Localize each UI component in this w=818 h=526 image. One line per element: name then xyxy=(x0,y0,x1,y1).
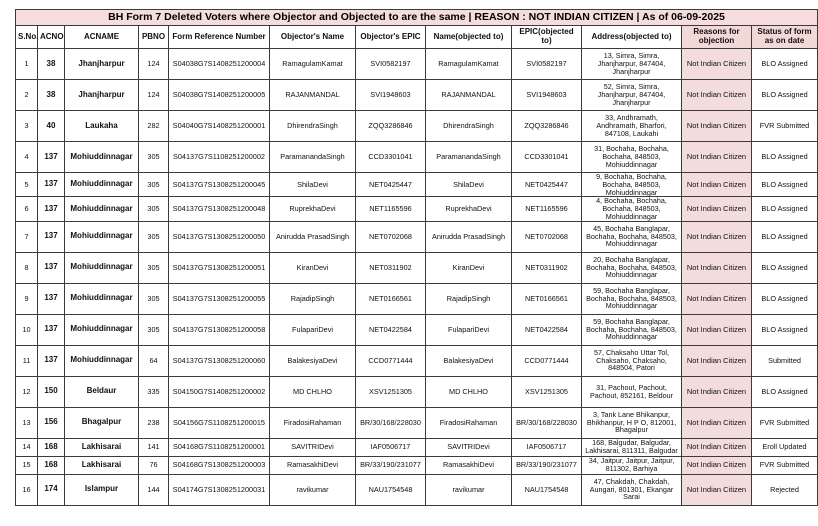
cell-form-ref: S04137G7S1308251200055 xyxy=(169,283,270,314)
table-row xyxy=(16,283,818,314)
cell-acname: Mohiuddinnagar xyxy=(65,283,139,314)
cell-acno: 137 xyxy=(38,197,65,221)
table-row xyxy=(16,314,818,345)
cell-objector-name: FiradosiRahaman xyxy=(270,407,356,438)
cell-pbno: 305 xyxy=(139,197,169,221)
table-row xyxy=(16,252,818,283)
cell-pbno: 305 xyxy=(139,142,169,173)
table-row xyxy=(16,197,818,221)
cell-sno: 9 xyxy=(16,283,38,314)
cell-sno: 5 xyxy=(16,173,38,197)
cell-sno: 15 xyxy=(16,456,38,474)
cell-objector-epic: SVI0582197 xyxy=(356,49,426,80)
cell-reason: Not Indian Citizen xyxy=(682,173,752,197)
cell-status: BLO Assigned xyxy=(752,142,818,173)
cell-name-objected: FulapariDevi xyxy=(426,314,512,345)
cell-pbno: 64 xyxy=(139,345,169,376)
cell-name-objected: ravikumar xyxy=(426,474,512,505)
table-row xyxy=(16,474,818,505)
cell-acno: 40 xyxy=(38,111,65,142)
cell-pbno: 305 xyxy=(139,173,169,197)
cell-acname: Islampur xyxy=(65,474,139,505)
cell-acno: 38 xyxy=(38,49,65,80)
cell-status: BLO Assigned xyxy=(752,173,818,197)
cell-objector-name: FulapariDevi xyxy=(270,314,356,345)
cell-sno: 2 xyxy=(16,80,38,111)
cell-acname: Jhanjharpur xyxy=(65,80,139,111)
cell-epic-objected: BR/30/168/228030 xyxy=(512,407,582,438)
cell-epic-objected: NET0422584 xyxy=(512,314,582,345)
table-row xyxy=(16,407,818,438)
cell-objector-name: KiranDevi xyxy=(270,252,356,283)
cell-status: FVR Submitted xyxy=(752,407,818,438)
header-name-objected: Name(objected to) xyxy=(426,26,512,49)
cell-address: 13, Simra, Simra, Jhanjharpur, 847404, Jhanjharpur xyxy=(582,49,682,80)
cell-name-objected: BalakesiyaDevi xyxy=(426,345,512,376)
table-row xyxy=(16,80,818,111)
cell-pbno: 76 xyxy=(139,456,169,474)
cell-sno: 6 xyxy=(16,197,38,221)
table-row xyxy=(16,49,818,80)
header-row xyxy=(16,26,818,49)
table-row xyxy=(16,345,818,376)
cell-acname: Lakhisarai xyxy=(65,438,139,456)
cell-status: FVR Submitted xyxy=(752,111,818,142)
header-acname: ACNAME xyxy=(65,26,139,49)
cell-form-ref: S04137G7S1308251200045 xyxy=(169,173,270,197)
cell-reason: Not Indian Citizen xyxy=(682,283,752,314)
cell-objector-epic: NET0311902 xyxy=(356,252,426,283)
cell-objector-name: DhirendraSingh xyxy=(270,111,356,142)
cell-objector-name: RAJANMANDAL xyxy=(270,80,356,111)
cell-objector-epic: NET0425447 xyxy=(356,173,426,197)
cell-objector-epic: ZQQ3286846 xyxy=(356,111,426,142)
cell-address: 3, Tank Lane Bhikanpur, Bhikhanpur, H P O, 812001, Bhagalpur xyxy=(582,407,682,438)
cell-epic-objected: SVI0582197 xyxy=(512,49,582,80)
table-row xyxy=(16,438,818,456)
cell-status: Submitted xyxy=(752,345,818,376)
cell-name-objected: RamagulamKamat xyxy=(426,49,512,80)
cell-objector-epic: NAU1754548 xyxy=(356,474,426,505)
cell-status: Eroll Updated xyxy=(752,438,818,456)
cell-objector-epic: BR/30/168/228030 xyxy=(356,407,426,438)
cell-reason: Not Indian Citizen xyxy=(682,252,752,283)
header-epic-objected: EPIC(objected to) xyxy=(512,26,582,49)
cell-acname: Jhanjharpur xyxy=(65,49,139,80)
cell-sno: 16 xyxy=(16,474,38,505)
cell-sno: 8 xyxy=(16,252,38,283)
cell-form-ref: S04150G7S1408251200002 xyxy=(169,376,270,407)
cell-name-objected: KiranDevi xyxy=(426,252,512,283)
cell-name-objected: DhirendraSingh xyxy=(426,111,512,142)
cell-sno: 3 xyxy=(16,111,38,142)
cell-pbno: 124 xyxy=(139,49,169,80)
cell-acname: Mohiuddinnagar xyxy=(65,197,139,221)
header-objector-name: Objector's Name xyxy=(270,26,356,49)
cell-status: BLO Assigned xyxy=(752,221,818,252)
cell-epic-objected: NET1165596 xyxy=(512,197,582,221)
header-acno: ACNO xyxy=(38,26,65,49)
cell-status: BLO Assigned xyxy=(752,197,818,221)
cell-acno: 156 xyxy=(38,407,65,438)
cell-reason: Not Indian Citizen xyxy=(682,456,752,474)
cell-pbno: 282 xyxy=(139,111,169,142)
cell-reason: Not Indian Citizen xyxy=(682,80,752,111)
cell-acname: Beldaur xyxy=(65,376,139,407)
cell-form-ref: S04038G7S1408251200004 xyxy=(169,49,270,80)
cell-epic-objected: CCD0771444 xyxy=(512,345,582,376)
cell-pbno: 141 xyxy=(139,438,169,456)
cell-name-objected: ShilaDevi xyxy=(426,173,512,197)
table-body xyxy=(16,49,818,506)
cell-address: 57, Chaksaho Uttar Tol, Chaksaho, Chaksaho, 848504, Patori xyxy=(582,345,682,376)
cell-acname: Mohiuddinnagar xyxy=(65,221,139,252)
cell-reason: Not Indian Citizen xyxy=(682,111,752,142)
cell-epic-objected: SVI1948603 xyxy=(512,80,582,111)
table-row xyxy=(16,221,818,252)
cell-acname: Mohiuddinnagar xyxy=(65,314,139,345)
cell-epic-objected: ZQQ3286846 xyxy=(512,111,582,142)
header-address-objected: Address(objected to) xyxy=(582,26,682,49)
cell-epic-objected: NET0425447 xyxy=(512,173,582,197)
cell-reason: Not Indian Citizen xyxy=(682,474,752,505)
cell-epic-objected: BR/33/190/231077 xyxy=(512,456,582,474)
cell-objector-name: RamagulamKamat xyxy=(270,49,356,80)
cell-sno: 1 xyxy=(16,49,38,80)
cell-form-ref: S04137G7S1308251200060 xyxy=(169,345,270,376)
cell-objector-epic: IAF0506717 xyxy=(356,438,426,456)
cell-reason: Not Indian Citizen xyxy=(682,49,752,80)
cell-sno: 13 xyxy=(16,407,38,438)
deleted-voters-table xyxy=(15,9,818,506)
cell-pbno: 305 xyxy=(139,252,169,283)
cell-address: 20, Bochaha Banglapar, Bochaha, Bochaha, 848503, Mohiuddinnagar xyxy=(582,252,682,283)
cell-objector-name: Anirudda PrasadSingh xyxy=(270,221,356,252)
cell-form-ref: S04137G7S1308251200048 xyxy=(169,197,270,221)
cell-name-objected: RuprekhaDevi xyxy=(426,197,512,221)
cell-objector-name: RuprekhaDevi xyxy=(270,197,356,221)
cell-sno: 12 xyxy=(16,376,38,407)
cell-pbno: 124 xyxy=(139,80,169,111)
cell-objector-epic: BR/33/190/231077 xyxy=(356,456,426,474)
cell-acno: 174 xyxy=(38,474,65,505)
cell-address: 34, Jaitpur, Jaitpur, Jaitpur, 811302, Barhiya xyxy=(582,456,682,474)
cell-objector-epic: NET0422584 xyxy=(356,314,426,345)
cell-name-objected: Anirudda PrasadSingh xyxy=(426,221,512,252)
cell-objector-epic: CCD0771444 xyxy=(356,345,426,376)
cell-objector-epic: SVI1948603 xyxy=(356,80,426,111)
cell-address: 45, Bochaha Banglapar, Bochaha, Bochaha, 848503, Mohiuddinnagar xyxy=(582,221,682,252)
cell-epic-objected: NAU1754548 xyxy=(512,474,582,505)
cell-sno: 10 xyxy=(16,314,38,345)
cell-acno: 137 xyxy=(38,314,65,345)
cell-acname: Mohiuddinnagar xyxy=(65,252,139,283)
cell-acno: 137 xyxy=(38,345,65,376)
cell-name-objected: RamasakhiDevi xyxy=(426,456,512,474)
cell-name-objected: FiradosiRahaman xyxy=(426,407,512,438)
header-status: Status of form as on date xyxy=(752,26,818,49)
header-pbno: PBNO xyxy=(139,26,169,49)
cell-objector-name: RamasakhiDevi xyxy=(270,456,356,474)
cell-pbno: 335 xyxy=(139,376,169,407)
cell-address: 9, Bochaha, Bochaha, Bochaha, 848503, Mohiuddinnagar xyxy=(582,173,682,197)
header-sno: S.No. xyxy=(16,26,38,49)
cell-acname: Mohiuddinnagar xyxy=(65,142,139,173)
cell-sno: 11 xyxy=(16,345,38,376)
cell-objector-epic: NET1165596 xyxy=(356,197,426,221)
cell-address: 31, Pachout, Pachout, Pachout, 852161, Beldour xyxy=(582,376,682,407)
cell-pbno: 305 xyxy=(139,221,169,252)
table-row xyxy=(16,376,818,407)
cell-form-ref: S04168G7S1108251200001 xyxy=(169,438,270,456)
cell-sno: 4 xyxy=(16,142,38,173)
cell-status: BLO Assigned xyxy=(752,49,818,80)
cell-objector-epic: NET0166561 xyxy=(356,283,426,314)
table-row xyxy=(16,173,818,197)
cell-name-objected: RAJANMANDAL xyxy=(426,80,512,111)
cell-pbno: 305 xyxy=(139,283,169,314)
cell-acno: 137 xyxy=(38,142,65,173)
cell-form-ref: S04038G7S1408251200005 xyxy=(169,80,270,111)
cell-sno: 14 xyxy=(16,438,38,456)
cell-reason: Not Indian Citizen xyxy=(682,197,752,221)
cell-form-ref: S04137G7S1308251200050 xyxy=(169,221,270,252)
cell-objector-name: ParamanandaSingh xyxy=(270,142,356,173)
cell-reason: Not Indian Citizen xyxy=(682,345,752,376)
cell-objector-epic: CCD3301041 xyxy=(356,142,426,173)
cell-status: FVR Submitted xyxy=(752,456,818,474)
cell-form-ref: S04137G7S1108251200002 xyxy=(169,142,270,173)
cell-status: BLO Assigned xyxy=(752,283,818,314)
cell-objector-name: ravikumar xyxy=(270,474,356,505)
table-title: BH Form 7 Deleted Voters where Objector and Objected to are the same | REASON : NOT INDIAN CITIZEN | As of 06-09-2025 xyxy=(16,10,818,26)
cell-name-objected: SAVITRIDevi xyxy=(426,438,512,456)
header-form-ref: Form Reference Number xyxy=(169,26,270,49)
cell-status: BLO Assigned xyxy=(752,252,818,283)
cell-name-objected: MD CHLHO xyxy=(426,376,512,407)
cell-epic-objected: IAF0506717 xyxy=(512,438,582,456)
cell-reason: Not Indian Citizen xyxy=(682,407,752,438)
cell-acname: Mohiuddinnagar xyxy=(65,345,139,376)
header-objector-epic: Objector's EPIC xyxy=(356,26,426,49)
cell-objector-name: ShilaDevi xyxy=(270,173,356,197)
cell-epic-objected: CCD3301041 xyxy=(512,142,582,173)
cell-name-objected: RajadipSingh xyxy=(426,283,512,314)
cell-address: 4, Bochaha, Bochaha, Bochaha, 848503, Mohiuddinnagar xyxy=(582,197,682,221)
cell-epic-objected: NET0311902 xyxy=(512,252,582,283)
cell-reason: Not Indian Citizen xyxy=(682,221,752,252)
cell-pbno: 305 xyxy=(139,314,169,345)
cell-address: 47, Chakdah, Chakdah, Aungari, 801301, Ekangar Sarai xyxy=(582,474,682,505)
cell-objector-epic: XSV1251305 xyxy=(356,376,426,407)
cell-form-ref: S04174G7S1308251200031 xyxy=(169,474,270,505)
cell-address: 31, Bochaha, Bochaha, Bochaha, 848503, Mohiuddinnagar xyxy=(582,142,682,173)
cell-acno: 38 xyxy=(38,80,65,111)
cell-reason: Not Indian Citizen xyxy=(682,438,752,456)
cell-form-ref: S04040G7S1408251200001 xyxy=(169,111,270,142)
cell-acname: Bhagalpur xyxy=(65,407,139,438)
cell-objector-name: MD CHLHO xyxy=(270,376,356,407)
table-row xyxy=(16,111,818,142)
cell-address: 59, Bochaha Banglapar, Bochaha, Bochaha, 848503, Mohiuddinnagar xyxy=(582,314,682,345)
cell-address: 52, Simra, Simra, Jhanjharpur, 847404, Jhanjharpur xyxy=(582,80,682,111)
cell-address: 168, Balgudar, Balgudar, Lakhisarai, 811311, Balgudar xyxy=(582,438,682,456)
cell-epic-objected: NET0166561 xyxy=(512,283,582,314)
cell-acname: Laukaha xyxy=(65,111,139,142)
cell-epic-objected: NET0702068 xyxy=(512,221,582,252)
cell-status: Rejected xyxy=(752,474,818,505)
cell-sno: 7 xyxy=(16,221,38,252)
cell-acno: 137 xyxy=(38,252,65,283)
cell-form-ref: S04137G7S1308251200058 xyxy=(169,314,270,345)
cell-reason: Not Indian Citizen xyxy=(682,314,752,345)
table-row xyxy=(16,456,818,474)
cell-status: BLO Assigned xyxy=(752,376,818,407)
cell-reason: Not Indian Citizen xyxy=(682,376,752,407)
cell-form-ref: S04137G7S1308251200051 xyxy=(169,252,270,283)
table-row xyxy=(16,142,818,173)
cell-acno: 137 xyxy=(38,221,65,252)
cell-epic-objected: XSV1251305 xyxy=(512,376,582,407)
cell-pbno: 238 xyxy=(139,407,169,438)
cell-address: 33, Andhramath, Andhramath, Bharfori, 847108, Laukahi xyxy=(582,111,682,142)
cell-reason: Not Indian Citizen xyxy=(682,142,752,173)
cell-acno: 150 xyxy=(38,376,65,407)
cell-status: BLO Assigned xyxy=(752,80,818,111)
cell-form-ref: S04156G7S1108251200015 xyxy=(169,407,270,438)
cell-acname: Mohiuddinnagar xyxy=(65,173,139,197)
cell-acno: 168 xyxy=(38,438,65,456)
cell-pbno: 144 xyxy=(139,474,169,505)
cell-objector-name: BalakesiyaDevi xyxy=(270,345,356,376)
cell-status: BLO Assigned xyxy=(752,314,818,345)
cell-acno: 168 xyxy=(38,456,65,474)
cell-acname: Lakhisarai xyxy=(65,456,139,474)
cell-objector-name: SAVITRIDevi xyxy=(270,438,356,456)
cell-objector-epic: NET0702068 xyxy=(356,221,426,252)
cell-acno: 137 xyxy=(38,283,65,314)
cell-acno: 137 xyxy=(38,173,65,197)
cell-address: 59, Bochaha Banglapar, Bochaha, Bochaha, 848503, Mohiuddinnagar xyxy=(582,283,682,314)
cell-name-objected: ParamanandaSingh xyxy=(426,142,512,173)
cell-objector-name: RajadipSingh xyxy=(270,283,356,314)
cell-form-ref: S04168G7S1308251200003 xyxy=(169,456,270,474)
header-reason: Reasons for objection xyxy=(682,26,752,49)
